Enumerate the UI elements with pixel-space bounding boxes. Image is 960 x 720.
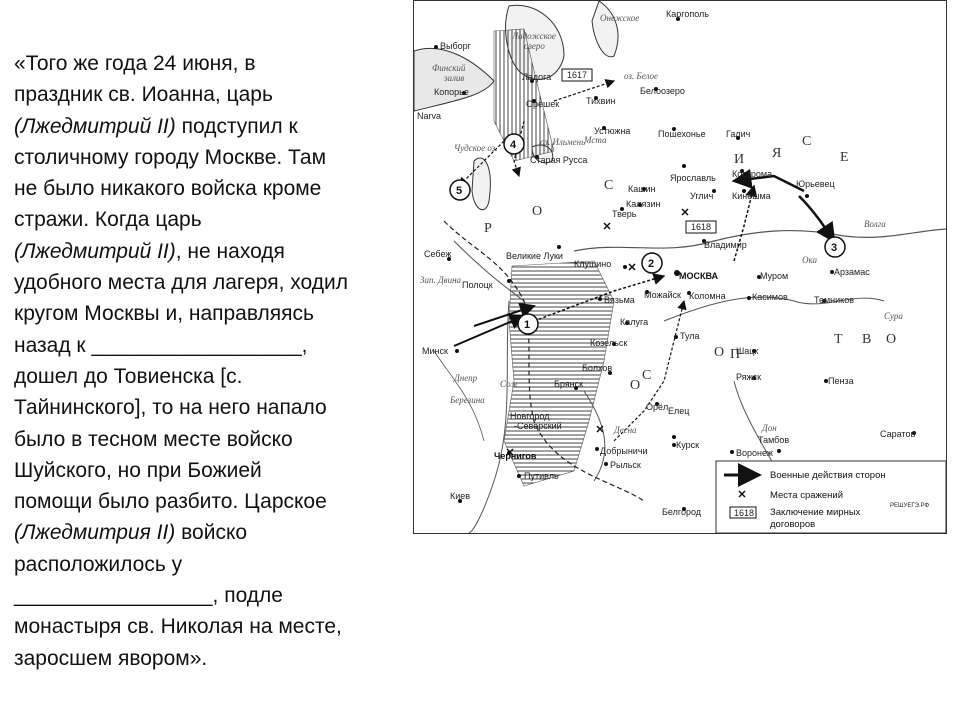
quote-line [14,580,414,611]
water-don: Дон [762,423,777,433]
volga-river [574,229,946,251]
city-orel: Орёл [646,402,669,412]
quote-line [14,236,414,267]
city-kaluga: Калуга [620,317,649,327]
quote-segment: Тайнинского], то на него напало [14,396,327,420]
quote-segment: помощи было разбито. Царское [14,490,327,514]
quote-line [14,173,414,204]
city-kargopol: Каргополь [666,9,709,19]
svg-text:3: 3 [831,242,838,254]
city-voronezh: Воронеж [736,448,773,458]
quote-italic-segment: (Лжедмитрий II) [14,114,176,138]
legend-treaty-2: договоров [770,519,816,530]
quote-line [14,330,414,361]
historical-map [413,0,947,534]
city-saratov: Саратов [880,429,916,439]
city-tikhvin: Тихвин [586,96,616,106]
city-ustyuzhna: Устюжна [594,126,631,136]
city-penza: Пенза [828,376,854,386]
region-letter-s2: С [802,134,812,149]
water-sozh: Сож [500,379,519,389]
quote-line [14,298,414,329]
region-letter-d: О [714,345,725,360]
treaty-year-1618: 1618 [691,222,712,232]
quote-segment: расположилось у [14,552,183,576]
city-yuryevets: Юрьевец [796,179,835,189]
water-berezina: Березина [450,395,485,405]
legend-military: Военные действия сторон [770,470,886,481]
city-yelets: Елец [668,406,690,416]
marker-1 [518,314,538,334]
quote-italic-segment: (Лжедмитрия II) [14,521,176,545]
city-kasimov: Касимов [752,292,788,302]
city-kineshma: Кинешма [732,191,771,201]
city-moskva: МОСКВА [679,271,719,281]
city-bolkhov: Болхов [582,363,613,373]
region-letter-o4: О [630,378,641,393]
region-letter-v: В [862,332,872,347]
svg-text:1: 1 [524,319,531,331]
city-arzamas: Арзамас [834,267,870,277]
quote-segment: монастыря св. Николая на месте, [14,615,342,639]
quote-segment: дошел до Товиенска [с. [14,364,243,388]
quote-italic-segment: (Лжедмитрий II) [14,239,176,263]
city-vyborg: Выборг [440,41,471,51]
quote-line [14,486,414,517]
city-oreshek: Орешек [526,99,560,109]
svg-text:2: 2 [648,258,655,270]
dnepr-river [469,301,509,533]
quote-segment: столичному городу Москве. Там [14,145,327,169]
city-narva: Narva [417,111,442,121]
city-belgorod: Белгород [662,507,702,517]
quote-segment: удобного места для лагеря, ходил [14,271,348,295]
quote-line [14,79,414,110]
water-desna: Десна [614,425,637,435]
city-putivl: Путивль [524,471,559,481]
water-msta: Мста [584,135,607,145]
water-ilmen: оз. Ильмень [540,137,586,147]
city-vyazma: Вязьма [604,295,635,305]
city-temnikov: Темников [814,295,855,305]
city-dobrynichi: Добрыничи [600,446,648,456]
city-uglich: Углич [690,191,714,201]
city-tula: Тула [680,331,700,341]
quote-segment: кругом Москвы и, направляясь [14,302,314,326]
arrow-6 [799,196,834,241]
city-bryansk: Брянск [554,379,584,389]
water-volga: Волга [864,219,886,229]
legend-treaty-1: Заключение мирных [770,507,861,518]
legend-treaty-sample: 1618 [734,508,755,518]
svg-text:4: 4 [510,139,517,151]
quote-line [14,549,414,580]
quote-line [14,361,414,392]
treaty-year-1617: 1617 [567,70,588,80]
quote-segment: _________________, подле [14,584,283,608]
water-oka: Ока [802,255,817,265]
quote-segment: , не находя [175,239,285,263]
quote-segment: заросшем явором». [14,646,208,670]
water-chudskoe: Чудское оз. [454,143,498,153]
quote-line [14,267,414,298]
water-belozero: оз. Белое [624,71,659,81]
marker-5 [450,180,470,200]
city-beloozero: Белоозеро [640,86,685,96]
city-vladimir: Владимир [704,240,747,250]
region-letter-r: Р [484,221,492,236]
quote-line [14,392,414,423]
city-kozelsk: Козельск [590,338,628,348]
city-staraya-russa: Старая Русса [530,155,588,165]
water-ladozh: Ладожское [512,31,556,41]
quote-segment: «Того же года 24 июня, в [14,52,256,75]
water-dnepr: Днепр [454,373,478,383]
city-novgorod-severskiy-1: Новгород [510,411,550,421]
region-letter-i: И [734,152,745,167]
city-koporye: Копорье [434,87,469,97]
city-sebezh: Себеж [424,249,452,259]
city-velikie-luki: Великие Луки [506,251,563,261]
marker-4 [504,134,524,154]
watermark: РЕШУЕГЭ.РФ [890,503,930,509]
city-rylsk: Рыльск [610,460,641,470]
quote-segment: было в тесном месте войско [14,427,293,451]
water-zaliv: залив [444,73,465,83]
city-shatsk: Шацк [736,346,759,356]
city-ladoga: Ладога [522,72,552,82]
city-novgorod-severskiy-2: -Северский [514,421,562,431]
marker-2 [642,253,662,273]
city-klushino: Клушино [574,259,612,269]
city-tambov: Тамбов [758,435,790,445]
marker-3 [825,237,845,257]
quote-line [14,48,414,79]
city-kursk: Курск [676,440,700,450]
quote-line [14,517,414,548]
quote-line [14,643,414,674]
region-letter-s3: С [642,368,652,383]
quote-line [14,111,414,142]
city-kalyazin: Калязин [626,199,661,209]
quote-segment: войско [175,521,248,545]
quote-segment: стражи. Когда царь [14,208,202,232]
city-chernigov: Чернигов [494,451,537,461]
region-letter-ya: Я [772,146,782,161]
city-galich: Галич [726,129,751,139]
quote-line [14,455,414,486]
water-ozero: озеро [524,41,545,51]
quote-segment: назад к __________________, [14,333,308,357]
region-letter-o: О [532,204,543,219]
water-onezh: Онежское [600,13,640,23]
water-finskiy: Финский [432,63,466,73]
quote-segment: подступил к [175,114,298,138]
quote-text [14,48,414,674]
quote-line [14,424,414,455]
water-sura: Сура [884,311,903,321]
quote-line [14,142,414,173]
city-polotsk: Полоцк [462,280,493,290]
water-zap-dvina: Зап. Двина [420,275,462,285]
quote-line [14,611,414,642]
quote-segment: Шуйского, но при Божией [14,458,262,482]
city-poshekhonye: Пошехонье [658,129,706,139]
city-yaroslavl: Ярославль [670,173,716,183]
city-mozhaysk: Можайск [644,290,681,300]
quote-segment: не было никакого войска кроме [14,177,322,201]
city-ryazhsk: Ряжск [736,372,762,382]
region-letter-o2: О [886,332,897,347]
map-svg [414,1,946,533]
lake-onega [592,1,618,57]
city-minsk: Минск [422,346,448,356]
city-tver: Тверь [612,209,637,219]
quote-line [14,204,414,235]
region-letter-e: Е [840,150,849,165]
legend-battles: Места сражений [770,490,844,501]
city-kolomna: Коломна [689,291,726,301]
region-letter-s: С [604,178,614,193]
region-letter-t: Т [834,332,843,347]
city-kostroma: Кострома [732,169,773,179]
lake-peipus [472,158,490,210]
region-letter-a: П [730,347,741,362]
city-kiev: Киев [450,491,471,501]
svg-text:5: 5 [456,185,463,197]
city-murom: Муром [760,271,789,281]
quote-segment: праздник св. Иоанна, царь [14,83,273,107]
city-kashin: Кашин [628,184,656,194]
